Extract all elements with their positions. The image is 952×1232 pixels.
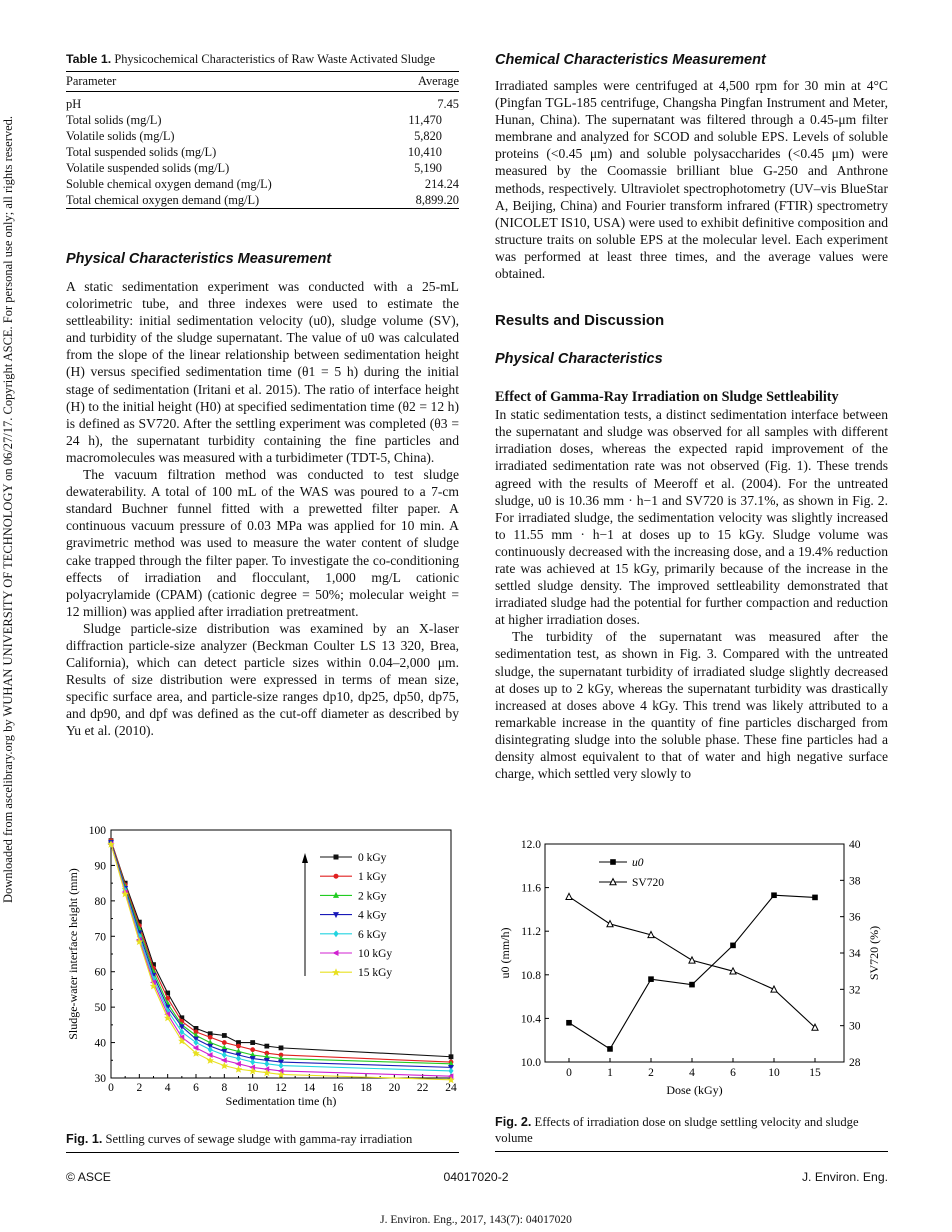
data-point — [772, 893, 777, 898]
table-row — [66, 144, 459, 160]
footer-right: J. Environ. Eng. — [801, 1170, 888, 1184]
y-tick-label: 60 — [94, 966, 106, 979]
figure-1-rule — [66, 1152, 459, 1153]
data-point — [208, 1035, 212, 1039]
legend-label: 2 kGy — [358, 890, 387, 903]
table-row — [66, 192, 459, 209]
data-point — [649, 977, 654, 982]
table-row — [66, 112, 459, 128]
data-point — [611, 860, 616, 865]
data-point — [222, 1063, 227, 1068]
section-heading-results: Results and Discussion — [495, 312, 665, 330]
y-axis-label: u0 (mm/h) — [498, 927, 512, 979]
data-point — [771, 986, 777, 992]
table-cell-value: 7.45 — [437, 97, 459, 111]
y-tick-label: 50 — [94, 1002, 106, 1015]
series-line-6-kGy — [111, 844, 451, 1071]
left-column — [66, 52, 459, 740]
paragraph: Irradiated samples were centrifuged at 4,500 rpm for 30 min at 4°C (Pingfan TGL-185 centrifuge, Changsha Pingfan Instrument and Meter, Hunan, China). The supernatant was filtered through a 0.45-μm filter membrane and analyzed for SCOD and soluble EPS. Levels of soluble proteins (<0.45 μm) and soluble polysaccharides (<0.45 μm) were measured by the Coomassie brilliant blue G-250 and Anthrone methods, respectively. Ultraviolet spectrophotometry (UV–vis BlueStar A, Beijing, China) and Fourier transform infrared (FTIR) spectrometry (NICOLET IS10, USA) were used to exhibit definitive composition and structure traits on soluble EPS at the molecular level. Each experiment was performed at least three times, and the average values were obtained. — [495, 78, 888, 282]
y2-tick-label: 32 — [849, 984, 861, 997]
data-point — [334, 951, 338, 955]
table1-label: Table 1. — [66, 52, 112, 66]
sidebar-note: Downloaded from ascelibrary.org by WUHAN UNIVERSITY OF TECHNOLOGY on 06/27/17. Copyright ASCE. For personal use only; all rights reserved. — [1, 115, 15, 903]
data-point — [208, 1047, 212, 1052]
data-point — [251, 1060, 255, 1065]
section-heading-chemical-measurement: Chemical Characteristics Measurement — [495, 52, 766, 68]
y2-axis-label: SV720 (%) — [867, 925, 881, 981]
y2-tick-label: 28 — [849, 1057, 861, 1069]
data-point — [607, 921, 613, 927]
x-tick-label: 15 — [809, 1067, 821, 1079]
data-point — [566, 893, 572, 899]
data-point — [236, 1067, 241, 1072]
y2-tick-label: 36 — [849, 911, 861, 924]
section-heading-physical-characteristics: Physical Characteristics — [495, 351, 663, 368]
x-tick-label: 0 — [108, 1082, 114, 1094]
section-heading-physical-measurement: Physical Characteristics Measurement — [66, 251, 332, 267]
right-column — [495, 52, 888, 782]
x-tick-label: 4 — [164, 1082, 171, 1094]
series-line-15-kGy — [111, 844, 451, 1080]
table-cell-param: Total suspended solids (mg/L) — [66, 145, 217, 159]
data-point — [236, 1062, 240, 1066]
data-point — [334, 913, 338, 917]
x-tick-label: 18 — [360, 1082, 372, 1094]
series-line-4-kGy — [111, 842, 451, 1067]
y-tick-label: 70 — [94, 931, 106, 944]
table-row — [66, 160, 459, 176]
data-point — [251, 1041, 255, 1045]
legend-label: 6 kGy — [358, 928, 387, 941]
legend-label: 10 kGy — [358, 948, 393, 960]
plot-frame — [545, 844, 844, 1062]
y-tick-label: 12.0 — [520, 839, 541, 851]
paragraph: The vacuum filtration method was conducted to test sludge dewaterability. A total of 100 mL of the WAS was poured to a 7-cm standard Buchner funnel fitted with a prewetted filter paper. A continuous vacuum pressure of 0.03 MPa was applied for 10 min. A gravimetric method was used to measure the water content of sludge cake trapped through the filter paper. To investigate the co-conditioning effects of irradiation and flocculant, 1,000 mg/L cationic polyacrylamide (CPAM) (cationic degree = 50%; molecular weight = 12 million) was applied after irradiation pretreatment. — [66, 467, 459, 619]
data-point — [279, 1046, 283, 1050]
table-row — [66, 92, 459, 113]
figure-2-chart — [495, 834, 888, 1104]
series-line-u0 — [569, 895, 815, 1049]
series-line-1-kGy — [111, 841, 451, 1062]
table-cell-value: 10,410 — [407, 145, 442, 159]
y-tick-label: 80 — [94, 895, 106, 908]
x-tick-label: 12 — [275, 1082, 287, 1094]
y-tick-label: 90 — [94, 860, 106, 873]
table-cell-param: Total solids (mg/L) — [66, 113, 162, 127]
data-point — [334, 893, 338, 897]
figure-2 — [495, 834, 888, 1109]
series-line-0-kGy — [111, 841, 451, 1057]
x-tick-label: 14 — [303, 1082, 316, 1094]
trend-arrow-head — [302, 853, 308, 863]
table-cell-param: Soluble chemical oxygen demand (mg/L) — [66, 177, 272, 191]
legend-label: u0 — [632, 857, 644, 869]
x-tick-label: 8 — [221, 1082, 228, 1094]
legend-label: 15 kGy — [358, 967, 393, 980]
paragraph: In static sedimentation tests, a distinct sedimentation interface between the supernatant and sludge was observed for all samples with different irradiation doses, whereas the expected rapid improvement of the irradiated sedimentation rate was not observed (Fig. 1). These trends agreed with the results of Meeroff et al. (2004). For the untreated sludge, u0 is 10.36 mm · h−1 and SV720 is 37.1%, as shown in Fig. 2. For irradiated sludge, the sedimentation velocity was slightly increased to 11.55 mm · h−1 at doses up to 15 kGy. Sludge volume was continuously decreased with the increasing dose, and a 19.4% reduction rate was achieved at 15 kGy, primarily because of the increase in the settled sludge density. The improved settleability demonstrated that irradiated sludge had the potential for further compaction and reduction at higher irradiation doses. — [495, 407, 888, 628]
y-tick-label: 11.2 — [521, 926, 541, 939]
y-tick-label: 40 — [94, 1037, 106, 1050]
x-axis-label: Dose (kGy) — [666, 1083, 723, 1097]
figure-1-caption — [66, 1131, 466, 1147]
footer-center: 04017020-2 — [443, 1170, 509, 1184]
table-cell-param: Volatile solids (mg/L) — [66, 129, 175, 143]
data-point — [222, 1034, 226, 1038]
plot-frame — [111, 830, 451, 1078]
data-point — [279, 1063, 283, 1068]
x-tick-label: 6 — [193, 1082, 199, 1094]
x-tick-label: 6 — [730, 1067, 736, 1079]
y-tick-label: 10.8 — [520, 969, 541, 982]
table-cell-value: 11,470 — [408, 113, 442, 127]
bottom-citation: J. Environ. Eng., 2017, 143(7): 04017020 — [380, 1214, 572, 1226]
data-point — [208, 1058, 213, 1063]
table1-header-parameter: Parameter — [66, 72, 381, 92]
data-point — [449, 1055, 453, 1059]
table-row — [66, 128, 459, 144]
y-tick-label: 11.6 — [521, 882, 541, 895]
legend-label: 1 kGy — [358, 871, 387, 884]
data-point — [334, 855, 338, 859]
table1-caption — [66, 52, 459, 67]
data-point — [265, 1061, 269, 1066]
data-point — [689, 957, 695, 963]
x-tick-label: 20 — [388, 1082, 401, 1094]
x-tick-label: 2 — [648, 1067, 654, 1079]
data-point — [608, 1047, 613, 1052]
data-point — [237, 1044, 241, 1048]
table-cell-value: 5,190 — [414, 161, 442, 175]
y-tick-label: 30 — [94, 1073, 106, 1085]
figure-2-rule — [495, 1151, 888, 1152]
data-point — [194, 1040, 198, 1045]
footer-left: © ASCE — [66, 1170, 111, 1184]
data-point — [222, 1053, 226, 1058]
data-point — [222, 1058, 226, 1062]
y2-tick-label: 38 — [849, 875, 861, 888]
x-tick-label: 10 — [768, 1067, 780, 1079]
x-tick-label: 2 — [136, 1082, 143, 1094]
table-cell-param: Volatile suspended solids (mg/L) — [66, 161, 230, 175]
data-point — [334, 874, 338, 878]
x-tick-label: 1 — [607, 1067, 613, 1079]
paragraph: The turbidity of the supernatant was measured after the sedimentation test, as shown in Fig. 3. Compared with the untreated sludge, the supernatant turbidity of irradiated sludge slightly decreased at doses up to 2 kGy, whereas the supernatant turbidity was drastically increased at doses above 4 kGy. This trend was likely attributed to a remarkable increase in the quantity of fine particles discharged from disintegrating sludge into the soluble phase. These fine particles had a density almost equivalent to that of water and high negative surface charge, which settled very slowly to — [495, 629, 888, 782]
x-tick-label: 22 — [416, 1082, 429, 1094]
y2-tick-label: 34 — [849, 948, 861, 960]
data-point — [265, 1044, 269, 1048]
x-tick-label: 16 — [331, 1082, 344, 1094]
data-point — [690, 982, 695, 987]
y2-tick-label: 30 — [849, 1020, 861, 1033]
x-axis-label: Sedimentation time (h) — [225, 1094, 337, 1108]
data-point — [222, 1041, 226, 1045]
data-point — [251, 1048, 255, 1052]
legend-label: 0 kGy — [358, 852, 387, 864]
data-point — [567, 1020, 572, 1025]
data-point — [333, 970, 338, 975]
figure-1-chart — [62, 820, 462, 1120]
table-row — [66, 176, 459, 192]
fig1-label: Fig. 1. — [66, 1132, 103, 1146]
subheading-settleability: Effect of Gamma-Ray Irradiation on Sludge Settleability — [495, 389, 839, 406]
table-cell-param: Total chemical oxygen demand (mg/L) — [66, 192, 381, 209]
y-axis-label: Sludge-water interface height (mm) — [66, 868, 80, 1040]
legend-label: SV720 — [632, 877, 664, 889]
table-cell-param: pH — [66, 97, 82, 111]
table1 — [66, 71, 459, 209]
table1-header-average: Average — [381, 72, 459, 92]
data-point — [449, 1068, 453, 1073]
data-point — [208, 1053, 212, 1057]
y-tick-label: 100 — [88, 825, 106, 837]
paragraph: A static sedimentation experiment was conducted with a 25-mL colorimetric tube, and three indexes were used to estimate the settleability: initial sedimentation velocity (u0), sludge volume (SV), and turbidity of the sludge supernatant. The value of u0 was calculated from the slope of the linear relationship between sedimentation height (H) versus specified sedimentation time (θ1 = 5 h) during the initial stage of sedimentation (Iritani et al. 2015). The ratio of interface height (H) to the initial height (H0) at specified sedimentation time (θ2 = 12 h) is defined as SV720. After the settling experiment was completed (θ3 = 24 h), the supernatant turbidity containing the fine particles and macromolecules was measured with a turbidimeter (TDT-5, China). — [66, 279, 459, 465]
x-tick-label: 4 — [689, 1067, 695, 1079]
series-line-10-kGy — [111, 844, 451, 1076]
table-cell-value: 214.24 — [424, 177, 459, 191]
fig2-label: Fig. 2. — [495, 1115, 532, 1129]
x-tick-label: 10 — [246, 1082, 259, 1094]
table-cell-value: 5,820 — [414, 129, 442, 143]
data-point — [813, 895, 818, 900]
table1-caption-text: Physicochemical Characteristics of Raw Waste Activated Sludge — [114, 52, 436, 66]
series-line-2-kGy — [111, 842, 451, 1063]
x-tick-label: 0 — [566, 1067, 572, 1079]
data-point — [334, 931, 338, 936]
fig2-caption-text: Effects of irradiation dose on sludge settling velocity and sludge volume — [495, 1115, 859, 1145]
table-cell-value: 8,899.20 — [381, 192, 459, 209]
data-point — [731, 943, 736, 948]
legend-label: 4 kGy — [358, 909, 387, 922]
y-tick-label: 10.4 — [520, 1013, 541, 1026]
figure-2-caption — [495, 1114, 895, 1146]
x-tick-label: 24 — [445, 1082, 457, 1094]
fig1-caption-text: Settling curves of sewage sludge with gamma-ray irradiation — [105, 1132, 413, 1146]
paragraph: Sludge particle-size distribution was examined by an X-laser diffraction particle-size analyzer (Beckman Coulter LS 13 320, Brea, California), which can detect particle sizes within 0.04–2,000 μm. Results of size distribution were expressed in terms of mean size, specific surface area, and particle-size ranges dp10, dp25, dp50, dp75, and dp90, and dpf was defined as the cut-off diameter as described by Yu et al. (2010). — [66, 620, 459, 739]
data-point — [237, 1056, 241, 1061]
figure-1 — [62, 820, 462, 1125]
y2-tick-label: 40 — [849, 839, 861, 851]
y-tick-label: 10.0 — [520, 1057, 541, 1069]
